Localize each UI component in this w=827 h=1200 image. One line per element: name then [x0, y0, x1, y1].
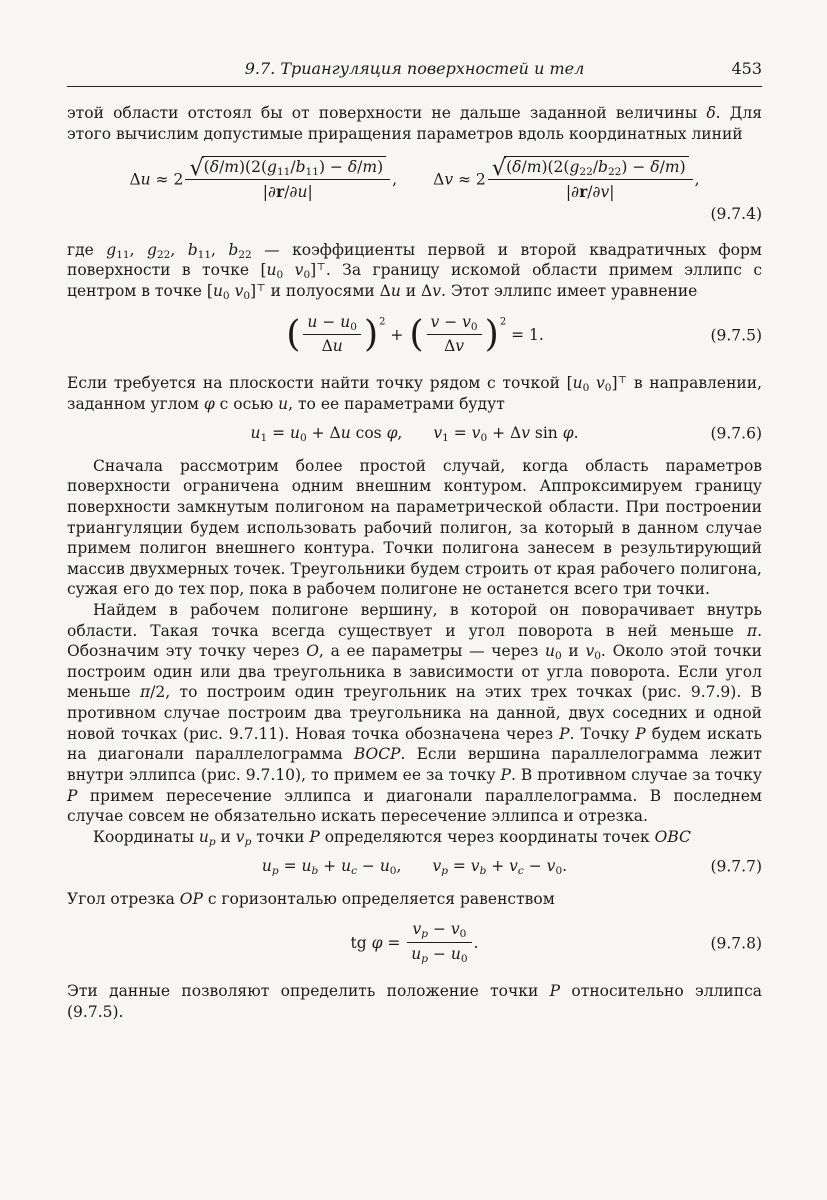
fraction — [185, 156, 390, 203]
equation-row: ( $\frac{u - u_0}{\Delta u}$ )$^2$ + ( $\frac{v - v_0}{\Delta v}$ )$^2$ = 1. — [286, 312, 544, 356]
equation-row: $u_1 = u_0 + \Delta u$ cos φ, $v_1 = v_0 + \Delta v$ sin φ. — [250, 424, 579, 445]
radicand: $(\delta/m)(2(g_{11}/b_{11}) - \delta/m)$ — [202, 156, 387, 177]
denominator: |∂r/∂u| — [185, 179, 390, 202]
equation-number: (9.7.8) — [710, 934, 762, 953]
math-lead: Δu ≈ 2 — [129, 170, 184, 189]
math-lead: Δv ≈ 2 — [433, 170, 486, 189]
fraction — [488, 156, 693, 203]
denominator: $u_p - u_0$ — [407, 942, 471, 964]
paragraph-direction: Если требуется на плоскости найти точку рядом с точкой [$u_0$ $v_0]^⊤$ в направлении, заданном углом φ с осью u, то ее параметрами будут — [67, 374, 762, 413]
equation-number: (9.7.7) — [710, 857, 762, 876]
numerator: $v_p - v_0$ — [412, 920, 467, 941]
exponent: 2 — [499, 316, 507, 328]
equation-number: (9.7.6) — [710, 424, 762, 443]
paragraph-coefficients: где $g_{11}$, $g_{22}$, $b_{11}$, $b_{22}$ — коэффициенты первой и второй квадратичных форм поверхности в точке [$u_0$ $v_0]^⊤$. За границу искомой области примем эллипс с центром в точке [$u_0$ $v_0]^⊤$ и полуосями Δu и Δv. Этот эллипс имеет уравнение — [67, 240, 763, 302]
radical-icon: √ — [491, 154, 507, 181]
page-number: 453 — [731, 59, 762, 78]
math-tail: = 1. — [506, 326, 544, 345]
equation-row — [129, 154, 700, 204]
equation-row: $u_p = u_b + u_c - u_0$, $v_p = v_b + v_c - v_0$. — [261, 857, 568, 878]
math-tail: . — [473, 934, 479, 953]
equation-9-7-4 — [67, 154, 762, 224]
paragraph-angle: Угол отрезка OP с горизонталью определяется равенством — [67, 889, 555, 908]
equation-9-7-7 — [67, 857, 762, 876]
paragraph-coordinates: Координаты $u_p$ и $v_p$ точки P определяются через координаты точек OBC — [93, 827, 691, 848]
numerator: $u - u_0$ — [307, 312, 357, 333]
equation-row — [351, 922, 479, 966]
fraction — [303, 313, 361, 357]
square-root — [189, 154, 386, 181]
text-column — [67, 58, 762, 1022]
radical-icon: √ — [189, 154, 204, 181]
math-lead: tg φ = — [350, 934, 406, 953]
denominator: Δv — [427, 334, 482, 356]
math-tail: , — [392, 170, 398, 189]
paragraph-conclusion: Эти данные позволяют определить положение точки P относительно эллипса (9.7.5). — [67, 982, 762, 1021]
square-root — [491, 154, 689, 181]
equation-number: (9.7.4) — [710, 205, 762, 224]
radicand: $(\delta/m)(2(g_{22}/b_{22}) - \delta/m)$ — [504, 156, 689, 177]
math-operator: + — [385, 326, 409, 345]
equation-9-7-6 — [67, 424, 762, 443]
numerator: $v - v_0$ — [430, 312, 478, 333]
equation-9-7-8 — [67, 922, 762, 966]
running-head — [67, 58, 762, 87]
denominator: |∂r/∂v| — [488, 179, 693, 202]
math-tail: , — [694, 170, 700, 189]
paragraph-intro: этой области отстоял бы от поверхности не дальше заданной величины δ. Для этого вычислим допустимые приращения параметров вдоль координатных линий — [67, 104, 762, 143]
equation-9-7-5 — [67, 314, 762, 358]
exponent: 2 — [379, 316, 386, 328]
equation-number: (9.7.5) — [710, 326, 762, 345]
section-heading: 9.7. Триангуляция поверхностей и тел — [244, 59, 585, 78]
paragraph-find-vertex: Найдем в рабочем полигоне вершину, в которой он поворачивает внутрь области. Такая точка всегда существует и угол поворота в ней меньше π. Обозначим эту точку через O, а ее параметры — через $u_0$ и $v_0$. Около этой точки построим один или два треугольника в зависимости от угла поворота. Если угол меньше π/2, то построим один треугольник на этих трех точках (рис. 9.7.9). В противном случае построим два треугольника на данной, двух соседних и одной новой точках (рис. 9.7.11). Новая точка обозначена через P. Точку P будем искать на диагонали параллелограмма BOCP. Если вершина параллелограмма лежит внутри эллипса (рис. 9.7.10), то примем ее за точку P. В противном случае за точку P примем пересечение эллипса и диагонали параллелограмма. В последнем случае совсем не обязательно искать пересечение эллипса и отрезка. — [67, 601, 763, 826]
denominator: Δu — [303, 334, 361, 356]
fraction — [427, 313, 482, 357]
fraction — [407, 920, 471, 964]
paragraph-simple-case: Сначала рассмотрим более простой случай, когда область параметров поверхности ограничена одним внешним контуром. Аппроксимируем границу поверхности замкнутым полигоном на параметрической области. При построении триангуляции будем использовать рабочий полигон, за который в данном случае примем полигон внешнего контура. Точки полигона занесем в результирующий массив двухмерных точек. Треугольники будем строить от края рабочего полигона, сужая его до тех пор, пока в рабочем полигоне не останется всего три точки. — [67, 456, 762, 599]
